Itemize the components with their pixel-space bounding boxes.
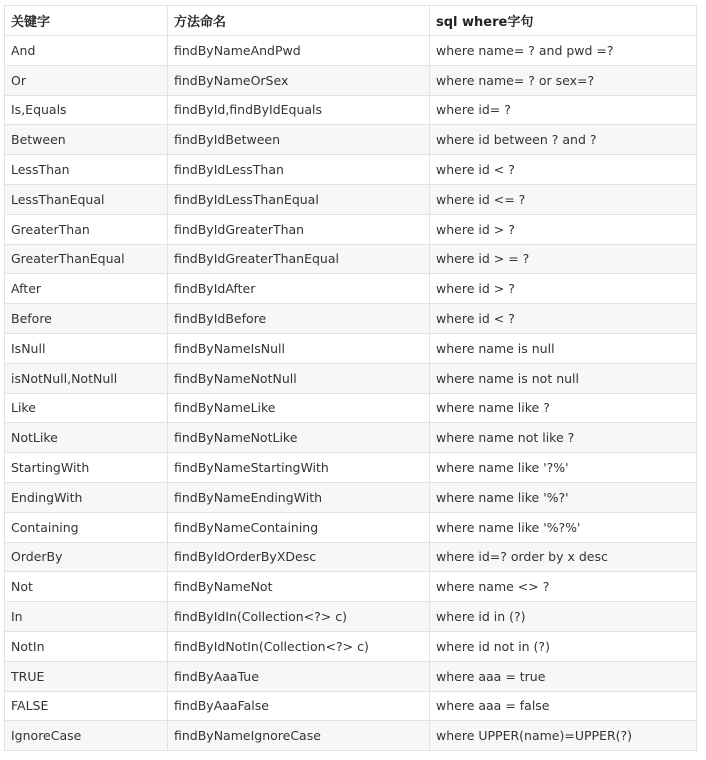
cell-sql-where: where name= ? or sex=? bbox=[430, 65, 697, 95]
cell-method-name: findByIdLessThan bbox=[168, 155, 430, 185]
table-row bbox=[5, 304, 697, 334]
cell-sql-where: where id between ? and ? bbox=[430, 125, 697, 155]
table-header-row bbox=[5, 6, 697, 36]
table-row bbox=[5, 274, 697, 304]
cell-sql-where: where name like '%?' bbox=[430, 482, 697, 512]
cell-sql-where: where name is null bbox=[430, 333, 697, 363]
cell-sql-where: where id < ? bbox=[430, 304, 697, 334]
table-row bbox=[5, 393, 697, 423]
cell-sql-where: where name like '%?%' bbox=[430, 512, 697, 542]
cell-method-name: findByIdNotIn(Collection<?> c) bbox=[168, 631, 430, 661]
cell-method-name: findByIdAfter bbox=[168, 274, 430, 304]
table-row bbox=[5, 95, 697, 125]
table-row bbox=[5, 721, 697, 751]
cell-method-name: findById,findByIdEquals bbox=[168, 95, 430, 125]
cell-sql-where: where UPPER(name)=UPPER(?) bbox=[430, 721, 697, 751]
table-row bbox=[5, 542, 697, 572]
cell-keyword: Is,Equals bbox=[5, 95, 168, 125]
cell-keyword: EndingWith bbox=[5, 482, 168, 512]
cell-keyword: OrderBy bbox=[5, 542, 168, 572]
cell-method-name: findByIdBetween bbox=[168, 125, 430, 155]
cell-keyword: TRUE bbox=[5, 661, 168, 691]
cell-method-name: findByIdGreaterThanEqual bbox=[168, 244, 430, 274]
cell-keyword: Before bbox=[5, 304, 168, 334]
cell-keyword: NotLike bbox=[5, 423, 168, 453]
cell-method-name: findByIdGreaterThan bbox=[168, 214, 430, 244]
cell-method-name: findByIdLessThanEqual bbox=[168, 184, 430, 214]
cell-method-name: findByIdBefore bbox=[168, 304, 430, 334]
cell-method-name: findByNameNotNull bbox=[168, 363, 430, 393]
cell-method-name: findByNameNotLike bbox=[168, 423, 430, 453]
cell-method-name: findByNameStartingWith bbox=[168, 453, 430, 483]
keyword-table bbox=[4, 5, 697, 751]
header-keyword: 关键字 bbox=[5, 6, 168, 36]
table-row bbox=[5, 423, 697, 453]
cell-keyword: LessThanEqual bbox=[5, 184, 168, 214]
cell-sql-where: where id=? order by x desc bbox=[430, 542, 697, 572]
cell-keyword: Between bbox=[5, 125, 168, 155]
table-row bbox=[5, 155, 697, 185]
table-row bbox=[5, 453, 697, 483]
cell-sql-where: where name= ? and pwd =? bbox=[430, 36, 697, 66]
cell-sql-where: where id > ? bbox=[430, 274, 697, 304]
table-row bbox=[5, 244, 697, 274]
cell-keyword: Not bbox=[5, 572, 168, 602]
cell-method-name: findByNameContaining bbox=[168, 512, 430, 542]
table-row bbox=[5, 125, 697, 155]
table-row bbox=[5, 363, 697, 393]
header-method-name: 方法命名 bbox=[168, 6, 430, 36]
cell-method-name: findByNameNot bbox=[168, 572, 430, 602]
cell-sql-where: where name is not null bbox=[430, 363, 697, 393]
cell-keyword: GreaterThanEqual bbox=[5, 244, 168, 274]
cell-keyword: Containing bbox=[5, 512, 168, 542]
keyword-table-container bbox=[4, 5, 696, 751]
cell-sql-where: where name not like ? bbox=[430, 423, 697, 453]
cell-sql-where: where id in (?) bbox=[430, 602, 697, 632]
table-row bbox=[5, 661, 697, 691]
cell-keyword: After bbox=[5, 274, 168, 304]
cell-sql-where: where id not in (?) bbox=[430, 631, 697, 661]
cell-sql-where: where id > ? bbox=[430, 214, 697, 244]
cell-keyword: LessThan bbox=[5, 155, 168, 185]
cell-sql-where: where id= ? bbox=[430, 95, 697, 125]
cell-method-name: findByIdOrderByXDesc bbox=[168, 542, 430, 572]
cell-sql-where: where aaa = false bbox=[430, 691, 697, 721]
table-row bbox=[5, 214, 697, 244]
cell-method-name: findByNameEndingWith bbox=[168, 482, 430, 512]
cell-sql-where: where aaa = true bbox=[430, 661, 697, 691]
cell-sql-where: where id <= ? bbox=[430, 184, 697, 214]
table-row bbox=[5, 631, 697, 661]
header-sql-where: sql where字句 bbox=[430, 6, 697, 36]
cell-keyword: Like bbox=[5, 393, 168, 423]
cell-method-name: findByAaaTue bbox=[168, 661, 430, 691]
cell-sql-where: where name like ? bbox=[430, 393, 697, 423]
cell-method-name: findByNameLike bbox=[168, 393, 430, 423]
cell-keyword: And bbox=[5, 36, 168, 66]
cell-keyword: Or bbox=[5, 65, 168, 95]
cell-method-name: findByNameIsNull bbox=[168, 333, 430, 363]
cell-sql-where: where name like '?%' bbox=[430, 453, 697, 483]
cell-sql-where: where id < ? bbox=[430, 155, 697, 185]
cell-keyword: isNotNull,NotNull bbox=[5, 363, 168, 393]
table-row bbox=[5, 691, 697, 721]
cell-keyword: StartingWith bbox=[5, 453, 168, 483]
table-row bbox=[5, 36, 697, 66]
cell-sql-where: where name <> ? bbox=[430, 572, 697, 602]
table-row bbox=[5, 602, 697, 632]
cell-method-name: findByNameIgnoreCase bbox=[168, 721, 430, 751]
table-row bbox=[5, 65, 697, 95]
cell-keyword: IgnoreCase bbox=[5, 721, 168, 751]
cell-method-name: findByAaaFalse bbox=[168, 691, 430, 721]
cell-method-name: findByNameAndPwd bbox=[168, 36, 430, 66]
cell-keyword: IsNull bbox=[5, 333, 168, 363]
table-body bbox=[5, 36, 697, 751]
cell-method-name: findByNameOrSex bbox=[168, 65, 430, 95]
cell-keyword: FALSE bbox=[5, 691, 168, 721]
table-row bbox=[5, 184, 697, 214]
cell-keyword: GreaterThan bbox=[5, 214, 168, 244]
table-row bbox=[5, 572, 697, 602]
cell-keyword: NotIn bbox=[5, 631, 168, 661]
cell-method-name: findByIdIn(Collection<?> c) bbox=[168, 602, 430, 632]
table-row bbox=[5, 482, 697, 512]
table-row bbox=[5, 512, 697, 542]
table-row bbox=[5, 333, 697, 363]
cell-sql-where: where id > = ? bbox=[430, 244, 697, 274]
cell-keyword: In bbox=[5, 602, 168, 632]
